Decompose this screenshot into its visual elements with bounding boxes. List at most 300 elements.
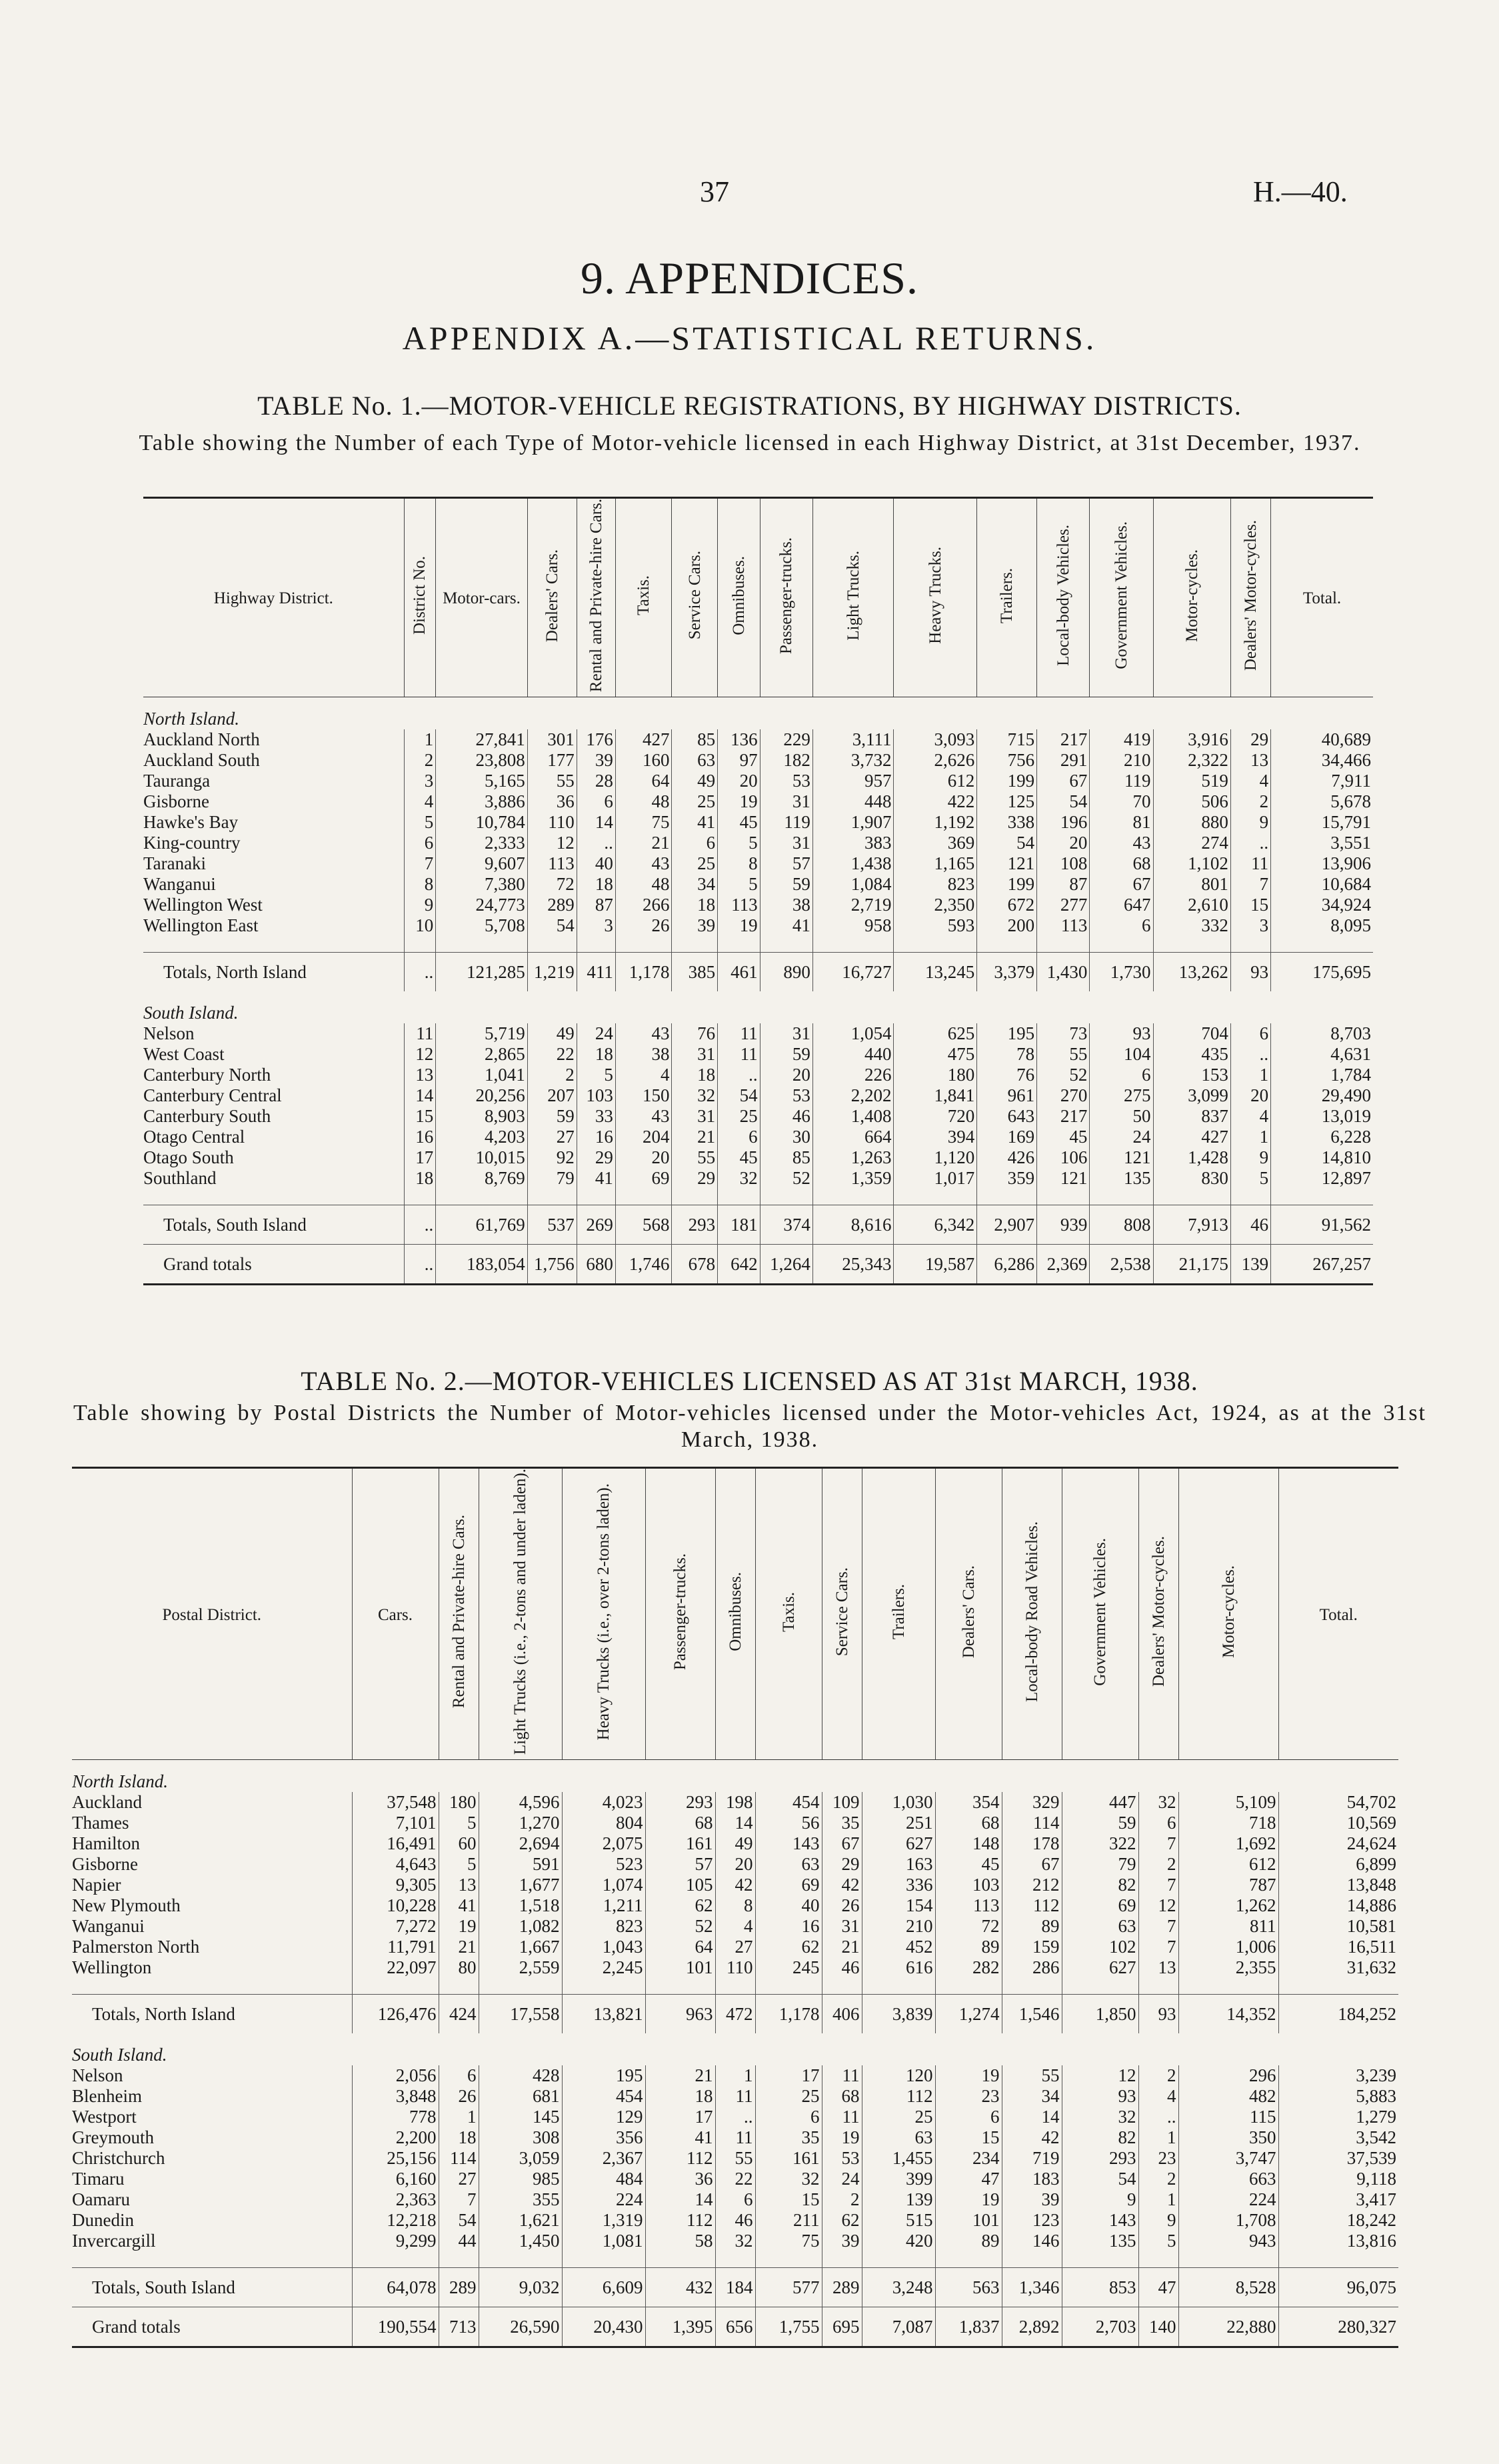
table1-cell: Totals, South Island — [143, 1205, 404, 1245]
table2-cell: 1,081 — [562, 2231, 645, 2251]
table2-cell: 161 — [755, 2148, 822, 2169]
table1-cell: 18 — [577, 1044, 615, 1065]
table1-spacer-cell — [615, 936, 672, 953]
table2-spacer-cell — [352, 2251, 439, 2268]
table2-cell: 1,546 — [1002, 1995, 1062, 2034]
table1-header-dealers-cars — [527, 498, 577, 697]
table1-cell: 20 — [1037, 833, 1090, 853]
table1-cell: 7,911 — [1271, 771, 1373, 791]
table1-cell: Wanganui — [143, 874, 216, 895]
table2-cell: 82 — [1062, 2127, 1138, 2148]
table1-cell: 267,257 — [1271, 1245, 1373, 1285]
table1-cell: 2,369 — [1037, 1245, 1090, 1285]
table1-cell: 10,015 — [436, 1147, 527, 1168]
table2-cell: 184 — [715, 2268, 755, 2307]
table2-cell: 1,677 — [479, 1875, 562, 1895]
table2-cell: 591 — [479, 1854, 562, 1875]
table2-header-dealers-cars — [935, 1468, 1002, 1760]
table1-cell: 2,333 — [436, 833, 527, 853]
table1-cell: 10,684 — [1271, 874, 1373, 895]
table2-row-nelson — [72, 2065, 1398, 2086]
table2-cell: 18 — [645, 2086, 715, 2107]
table2-spacer-cell — [479, 2251, 562, 2268]
table1-cell: 678 — [672, 1245, 718, 1285]
table2-cell: 2,355 — [1178, 1957, 1278, 1978]
table1-cell: 12 — [404, 1044, 436, 1065]
table1-cell: 7,380 — [436, 874, 527, 895]
table2-cell: 985 — [479, 2169, 562, 2189]
table1-cell: 93 — [1230, 953, 1270, 992]
table2-cell: 54 — [439, 2210, 479, 2231]
table1-cell: 15,791 — [1271, 812, 1373, 833]
table1-spacer-cell — [1230, 1189, 1270, 1205]
table2-cell: 14 — [715, 1813, 755, 1833]
table2-spacer-cell — [862, 2251, 935, 2268]
table1-heading: TABLE No. 1.—MOTOR-VEHICLE REGISTRATIONS, BY HIGHWAY DISTRICTS. — [257, 391, 1242, 421]
table1-row-auckland-south — [143, 750, 1373, 771]
table1-spacer-cell — [760, 936, 812, 953]
table2-cell: 29 — [822, 1854, 862, 1875]
table2-cell: 49 — [715, 1833, 755, 1854]
table1-row-west-coast — [143, 1044, 1373, 1065]
table2-cell: 26 — [822, 1895, 862, 1916]
table1-cell: 25 — [672, 791, 718, 812]
table1-cell: 5 — [1230, 1168, 1270, 1189]
table1-row-canterbury-central — [143, 1085, 1373, 1106]
table1-cell: 31 — [760, 791, 812, 812]
table1-spacer-cell — [1153, 936, 1230, 953]
table2-cell: Totals, North Island — [72, 1995, 352, 2034]
table1-spacer-cell — [977, 1189, 1037, 1205]
table2-cell: 31,632 — [1278, 1957, 1398, 1978]
table2-cell: 1,211 — [562, 1895, 645, 1916]
table1-cell: Canterbury Central — [143, 1085, 282, 1106]
table2-cell: .. — [1138, 2107, 1178, 2127]
table2-cell: 40 — [755, 1895, 822, 1916]
table2-cell: 1,455 — [862, 2148, 935, 2169]
table1-cell: 2 — [1230, 791, 1270, 812]
table1-cell: 2,322 — [1153, 750, 1230, 771]
table1-cell: 59 — [760, 874, 812, 895]
table2-cell: 4,596 — [479, 1792, 562, 1813]
table1-cell: 29 — [672, 1168, 718, 1189]
table2-cell: Blenheim — [72, 2086, 142, 2107]
table2-cell: 2,703 — [1062, 2307, 1138, 2347]
table2-cell: New Plymouth — [72, 1895, 181, 1916]
table2-cell: 399 — [862, 2169, 935, 2189]
table2-cell: 21 — [439, 1937, 479, 1957]
table2-cell: 280,327 — [1278, 2307, 1398, 2347]
table1-cell: 183,054 — [436, 1245, 527, 1285]
table1-cell: 13 — [404, 1065, 436, 1085]
table2-row-thames — [72, 1813, 1398, 1833]
table2-cell: 811 — [1178, 1916, 1278, 1937]
table2-row-hamilton — [72, 1833, 1398, 1854]
table1-cell: 169 — [977, 1127, 1037, 1147]
table2-cell: 563 — [935, 2268, 1002, 2307]
table1-cell: 3 — [1230, 915, 1270, 936]
table1-cell: 24 — [577, 1023, 615, 1044]
table2-header-label: Rental and Private-hire Cars. — [449, 1515, 468, 1709]
page-title: 9. APPENDICES. — [580, 253, 919, 303]
table2-cell: 6 — [755, 2107, 822, 2127]
table2-spacer-cell — [562, 1978, 645, 1995]
table1-row-totals-south-island — [143, 1205, 1373, 1245]
table1-cell: 177 — [527, 750, 577, 771]
table2-header-label: Dealers' Cars. — [959, 1565, 978, 1659]
table1-cell: Grand totals — [143, 1245, 404, 1285]
table2-cell: 787 — [1178, 1875, 1278, 1895]
table1-row-taranaki — [143, 853, 1373, 874]
table1-cell: 1,165 — [894, 853, 977, 874]
table1-cell: 19 — [718, 915, 760, 936]
table1-cell: 1,784 — [1271, 1065, 1373, 1085]
table1-cell: 3,111 — [812, 729, 894, 750]
table1-cell: 226 — [812, 1065, 894, 1085]
table2-cell: 6 — [439, 2065, 479, 2086]
table1-header-highway-district — [143, 498, 404, 697]
table2-cell: 17,558 — [479, 1995, 562, 2034]
table2-cell: 428 — [479, 2065, 562, 2086]
table2-cell: 6 — [1138, 1813, 1178, 1833]
table2-cell: 7 — [1138, 1916, 1178, 1937]
table1-cell: 6 — [672, 833, 718, 853]
table1-cell: 275 — [1090, 1085, 1153, 1106]
table1-cell: 12,897 — [1271, 1168, 1373, 1189]
table1-row-wellington-west — [143, 895, 1373, 915]
table1-cell: 3,886 — [436, 791, 527, 812]
table1-cell: 14,810 — [1271, 1147, 1373, 1168]
table2-cell: 114 — [439, 2148, 479, 2169]
table2-row-invercargill — [72, 2231, 1398, 2251]
table1-header-omnibuses — [718, 498, 760, 697]
table2-cell: 47 — [1138, 2268, 1178, 2307]
table1-spacer-cell — [894, 1189, 977, 1205]
table1-cell: 45 — [1037, 1127, 1090, 1147]
table2-header-heavy-trucks-i-e-over-2-tons-laden — [562, 1468, 645, 1760]
table1-cell: 289 — [527, 895, 577, 915]
table2-cell: 447 — [1062, 1792, 1138, 1813]
table2-cell: 11 — [715, 2127, 755, 2148]
table1-cell: 568 — [615, 1205, 672, 1245]
table2-cell: 115 — [1178, 2107, 1278, 2127]
table1-cell: 32 — [718, 1168, 760, 1189]
table1-cell: 20 — [760, 1065, 812, 1085]
table1-header-motor-cycles — [1153, 498, 1230, 697]
table1-cell: 18 — [672, 895, 718, 915]
table1-cell: .. — [718, 1065, 760, 1085]
table1-cell: 422 — [894, 791, 977, 812]
table1-cell: 1,219 — [527, 953, 577, 992]
table1-cell: 49 — [672, 771, 718, 791]
table1-cell: 38 — [760, 895, 812, 915]
table1-cell: 2,202 — [812, 1085, 894, 1106]
table1-spacer-cell — [1271, 1189, 1373, 1205]
table2-cell: 11 — [822, 2107, 862, 2127]
table1-cell: 957 — [812, 771, 894, 791]
table2-cell: 2 — [1138, 2169, 1178, 2189]
table2-cell: 110 — [715, 1957, 755, 1978]
table1-spacer-cell — [577, 1189, 615, 1205]
table1-cell: .. — [404, 1205, 436, 1245]
table1-cell: 5,708 — [436, 915, 527, 936]
table1-cell: Wellington East — [143, 915, 259, 936]
table1-cell: 36 — [527, 791, 577, 812]
table1-cell: 475 — [894, 1044, 977, 1065]
table1-cell: 830 — [1153, 1168, 1230, 1189]
table1-spacer-cell — [1037, 936, 1090, 953]
table2-cell: 1,082 — [479, 1916, 562, 1937]
table2-cell: 79 — [1062, 1854, 1138, 1875]
table1-cell: 121 — [977, 853, 1037, 874]
table1-cell: 1,428 — [1153, 1147, 1230, 1168]
table2-spacer-cell — [352, 1978, 439, 1995]
table1-cell: 113 — [527, 853, 577, 874]
table2-cell: 210 — [862, 1916, 935, 1937]
table2-spacer-cell — [715, 1978, 755, 1995]
table2-cell: 2,056 — [352, 2065, 439, 2086]
page-number: 37 — [700, 175, 729, 208]
table2-header-service-cars — [822, 1468, 862, 1760]
table1-cell: 199 — [977, 771, 1037, 791]
table1-cell: Auckland South — [143, 750, 260, 771]
table2-cell: 47 — [935, 2169, 1002, 2189]
table1-cell: 113 — [1037, 915, 1090, 936]
table1-cell: 13 — [1230, 750, 1270, 771]
table1-spacer-cell — [1090, 936, 1153, 953]
table2-header-postal-district — [72, 1468, 352, 1760]
table1-cell: 41 — [577, 1168, 615, 1189]
table1-cell: 10,784 — [436, 812, 527, 833]
table1-cell: 13,019 — [1271, 1106, 1373, 1127]
table2-cell: 356 — [562, 2127, 645, 2148]
table1-cell: 1,730 — [1090, 953, 1153, 992]
table1-cell: 8,903 — [436, 1106, 527, 1127]
table1-cell: 46 — [1230, 1205, 1270, 1245]
table2-header-label: Omnibuses. — [726, 1572, 745, 1651]
table1-cell: 34 — [672, 874, 718, 895]
table2-cell: 18 — [439, 2127, 479, 2148]
table1-cell: West Coast — [143, 1044, 225, 1065]
table1-cell: 79 — [527, 1168, 577, 1189]
table2-cell: 26,590 — [479, 2307, 562, 2347]
table2-cell: 1,395 — [645, 2307, 715, 2347]
table2-cell: 20,430 — [562, 2307, 645, 2347]
table2-header-rental-and-private-hire-cars — [439, 1468, 479, 1760]
table1-row-hawke-s-bay — [143, 812, 1373, 833]
table1-cell: 8 — [718, 853, 760, 874]
table2-cell: 2 — [1138, 1854, 1178, 1875]
table1-cell: 13,262 — [1153, 953, 1230, 992]
table2-cell: 10,581 — [1278, 1916, 1398, 1937]
table2-cell: 4 — [1138, 2086, 1178, 2107]
table1-cell: 25,343 — [812, 1245, 894, 1285]
table2-cell: 853 — [1062, 2268, 1138, 2307]
table1-header-district-no — [404, 498, 436, 697]
table1-header-light-trucks — [812, 498, 894, 697]
table1-cell: .. — [577, 833, 615, 853]
table2-cell: 13,816 — [1278, 2231, 1398, 2251]
table2-header-omnibuses — [715, 1468, 755, 1760]
table2-cell: 54,702 — [1278, 1792, 1398, 1813]
table1-cell: 40 — [577, 853, 615, 874]
table2-cell: 224 — [1178, 2189, 1278, 2210]
table1-spacer-cell — [977, 936, 1037, 953]
table1-cell: 385 — [672, 953, 718, 992]
table2-cell: 245 — [755, 1957, 822, 1978]
table2-cell: 21 — [645, 2065, 715, 2086]
table2-cell: 93 — [1062, 2086, 1138, 2107]
table1-cell: 837 — [1153, 1106, 1230, 1127]
table2-cell: 1,006 — [1178, 1937, 1278, 1957]
table1-cell: 31 — [760, 833, 812, 853]
table2-row-wanganui — [72, 1916, 1398, 1937]
table2-header-passenger-trucks — [645, 1468, 715, 1760]
table2-spacer-cell — [1178, 2251, 1278, 2268]
table1-cell: 43 — [615, 853, 672, 874]
table2-cell: 143 — [755, 1833, 822, 1854]
table2-section-label: North Island. — [72, 1771, 169, 1792]
table1-cell: 8,616 — [812, 1205, 894, 1245]
table2-cell: 54 — [1062, 2169, 1138, 2189]
table2-cell: 22,880 — [1178, 2307, 1278, 2347]
table1-cell: 199 — [977, 874, 1037, 895]
table1-row-southland — [143, 1168, 1373, 1189]
table2-cell: 350 — [1178, 2127, 1278, 2148]
table2-header-local-body-road-vehicles — [1002, 1468, 1062, 1760]
table2-cell: 80 — [439, 1957, 479, 1978]
table2-cell: Christchurch — [72, 2148, 165, 2169]
table2-cell: 41 — [645, 2127, 715, 2148]
table1-cell: 9 — [1230, 812, 1270, 833]
table2-cell: 154 — [862, 1895, 935, 1916]
table2-spacer-cell — [862, 1978, 935, 1995]
table1-cell: 3,916 — [1153, 729, 1230, 750]
table2-cell: 1,274 — [935, 1995, 1002, 2034]
table2-cell: 32 — [1062, 2107, 1138, 2127]
table2-row-blenheim — [72, 2086, 1398, 2107]
table2-cell: 15 — [935, 2127, 1002, 2148]
table1-cell: 448 — [812, 791, 894, 812]
table2-cell: 89 — [1002, 1916, 1062, 1937]
table1-cell: 16 — [577, 1127, 615, 1147]
table2-cell: 13,821 — [562, 1995, 645, 2034]
table1-cell: 1,263 — [812, 1147, 894, 1168]
table1-cell: 1,054 — [812, 1023, 894, 1044]
table2-cell: 20 — [715, 1854, 755, 1875]
table2-spacer-cell — [439, 2251, 479, 2268]
table2-cell: 420 — [862, 2231, 935, 2251]
table1-cell: 4 — [615, 1065, 672, 1085]
table2-cell: 2,367 — [562, 2148, 645, 2169]
table1-cell: Totals, North Island — [143, 953, 404, 992]
table2-spacer-cell — [755, 1978, 822, 1995]
table1-cell: 6 — [404, 833, 436, 853]
table2-cell: 627 — [862, 1833, 935, 1854]
table2-cell: Timaru — [72, 2169, 125, 2189]
table2-cell: 64,078 — [352, 2268, 439, 2307]
table1-cell: 204 — [615, 1127, 672, 1147]
table2-header-cars — [352, 1468, 439, 1760]
table2-cell: 32 — [715, 2231, 755, 2251]
table1-cell: 87 — [1037, 874, 1090, 895]
table1-cell: 31 — [672, 1044, 718, 1065]
table1-cell: 59 — [527, 1106, 577, 1127]
table2-cell: 21 — [822, 1937, 862, 1957]
table1-cell: 3,099 — [1153, 1085, 1230, 1106]
table1-cell: 537 — [527, 1205, 577, 1245]
table1-spacer-cell — [577, 936, 615, 953]
table1-cell: 19,587 — [894, 1245, 977, 1285]
table2-cell: 25 — [862, 2107, 935, 2127]
table2-cell: 484 — [562, 2169, 645, 2189]
table1-cell: 394 — [894, 1127, 977, 1147]
table1-cell: 121,285 — [436, 953, 527, 992]
table2-cell: 26 — [439, 2086, 479, 2107]
table1-cell: 1,359 — [812, 1168, 894, 1189]
table1-cell: 23,808 — [436, 750, 527, 771]
table1-header-label: Total. — [1302, 589, 1342, 608]
table1-cell: 1,102 — [1153, 853, 1230, 874]
table2-cell: 105 — [645, 1875, 715, 1895]
table1-cell: 6,228 — [1271, 1127, 1373, 1147]
table1-cell: 97 — [718, 750, 760, 771]
table1-cell: Taranaki — [143, 853, 207, 874]
table1-cell: 119 — [760, 812, 812, 833]
table1-cell: 593 — [894, 915, 977, 936]
table1-cell: 104 — [1090, 1044, 1153, 1065]
table1-cell: 664 — [812, 1127, 894, 1147]
table1-cell: 715 — [977, 729, 1037, 750]
table2-header-total — [1278, 1468, 1398, 1760]
table1-cell: Nelson — [143, 1023, 195, 1044]
table2-spacer-cell — [1062, 2251, 1138, 2268]
table2-cell: 146 — [1002, 2231, 1062, 2251]
table1-cell: 6 — [718, 1127, 760, 1147]
table1-cell: 801 — [1153, 874, 1230, 895]
table2-cell: 515 — [862, 2210, 935, 2231]
table1-cell: 383 — [812, 833, 894, 853]
table2-cell: 406 — [822, 1995, 862, 2034]
table2-cell: 8 — [715, 1895, 755, 1916]
table1-cell: 506 — [1153, 791, 1230, 812]
table2-cell: 308 — [479, 2127, 562, 2148]
table1-cell: 15 — [1230, 895, 1270, 915]
table1-cell: 823 — [894, 874, 977, 895]
table1-cell: 52 — [760, 1168, 812, 1189]
table1-header-taxis — [615, 498, 672, 697]
table2-cell: 10,569 — [1278, 1813, 1398, 1833]
table2-cell: 211 — [755, 2210, 822, 2231]
table1-header-label: Dealers' Cars. — [543, 549, 561, 642]
table2-header-label: Passenger-trucks. — [671, 1553, 689, 1671]
table1-row-totals-north-island — [143, 953, 1373, 992]
table1-cell: 19 — [718, 791, 760, 812]
table2-cell: 1 — [439, 2107, 479, 2127]
table2-spacer-cell — [439, 1978, 479, 1995]
table1-cell: 2,907 — [977, 1205, 1037, 1245]
table2-cell: 101 — [935, 2210, 1002, 2231]
table2-spacer-cell — [645, 2251, 715, 2268]
table1-cell: 43 — [1090, 833, 1153, 853]
table1-cell: 93 — [1090, 1023, 1153, 1044]
table2-header-label: Government Vehicles. — [1091, 1537, 1109, 1686]
table1-cell: 125 — [977, 791, 1037, 812]
table2-cell: 293 — [645, 1792, 715, 1813]
table1-spacer-cell — [812, 936, 894, 953]
table1-cell: 18 — [404, 1168, 436, 1189]
table1-cell: 1,178 — [615, 953, 672, 992]
